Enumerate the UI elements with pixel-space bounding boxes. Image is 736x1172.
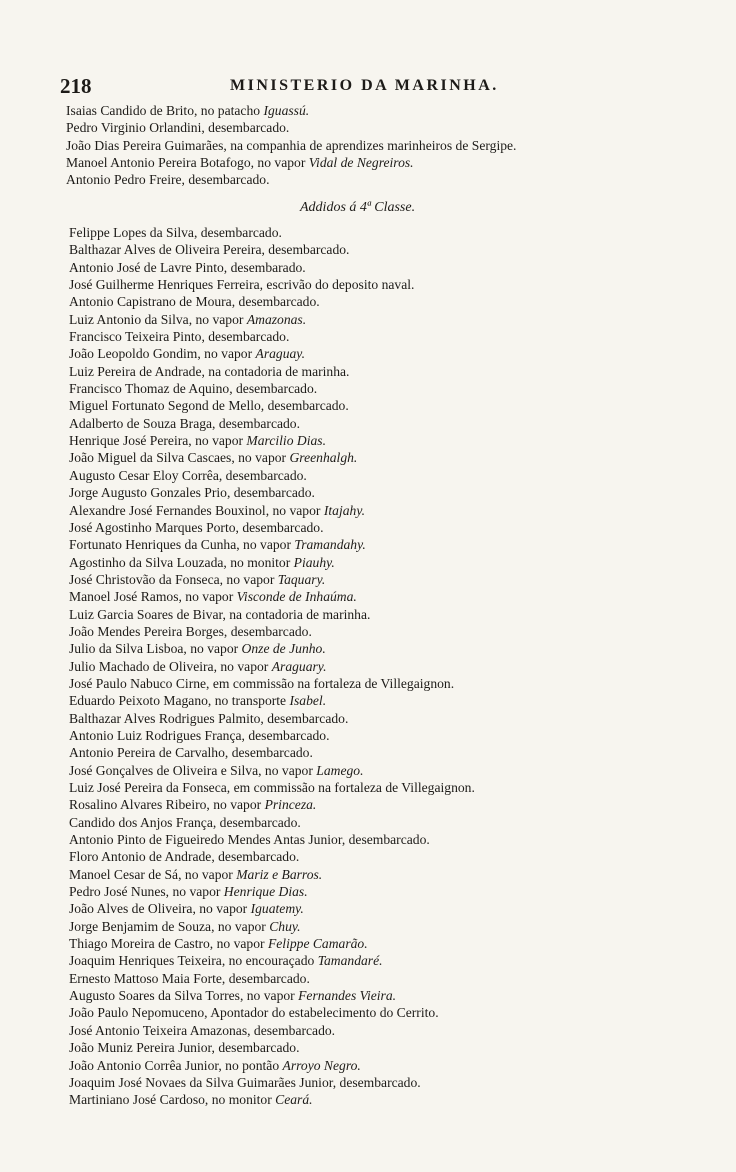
- list-item: [69, 918, 709, 935]
- entry-text: Julio da Silva Lisboa, no vapor: [69, 641, 242, 657]
- entry-text: José Gonçalves de Oliveira e Silva, no vapor: [69, 762, 317, 778]
- list-item: [69, 449, 709, 466]
- entry-text: Pedro José Nunes, no vapor: [69, 884, 224, 900]
- entry-text: Antonio Luiz Rodrigues França, desembarcado.: [69, 727, 330, 743]
- entry-text: Balthazar Alves de Oliveira Pereira, desembarcado.: [69, 242, 350, 258]
- ship-name: Chuy.: [269, 918, 301, 934]
- entry-text: Balthazar Alves Rodrigues Palmito, desembarcado.: [69, 710, 349, 726]
- entry-text: Manoel Cesar de Sá, no vapor: [69, 866, 237, 882]
- entry-text: Thiago Moreira de Castro, no vapor: [69, 936, 268, 952]
- entry-text: Ernesto Mattoso Maia Forte, desembarcado.: [69, 970, 310, 986]
- list-item: [69, 1039, 709, 1056]
- list-item: [69, 675, 709, 692]
- entry-text: Luiz Antonio da Silva, no vapor: [69, 311, 247, 327]
- entry-text: Antonio José de Lavre Pinto, desembarado.: [69, 259, 306, 275]
- ship-name: Mariz e Barros.: [236, 866, 323, 882]
- entry-text: Eduardo Peixoto Magano, no transporte: [69, 693, 290, 709]
- entry-text: Manoel Antonio Pereira Botafogo, no vapor: [66, 155, 309, 171]
- list-item: [66, 154, 706, 171]
- entry-text: João Muniz Pereira Junior, desembarcado.: [69, 1040, 300, 1056]
- entry-text: Luiz Pereira de Andrade, na contadoria de marinha.: [69, 363, 350, 379]
- list-item: [69, 467, 709, 484]
- list-item: [69, 432, 709, 449]
- ship-name: Araguay.: [255, 346, 305, 362]
- ship-name: Vidal de Negreiros.: [308, 155, 414, 171]
- ship-name: Arroyo Negro.: [282, 1057, 361, 1073]
- ship-name: Piauhy.: [293, 554, 335, 570]
- entry-text: Antonio Pinto de Figueiredo Mendes Antas Junior, desembarcado.: [69, 832, 430, 848]
- list-item: [69, 987, 709, 1004]
- entry-text: Francisco Thomaz de Aquino, desembarcado.: [69, 381, 318, 397]
- list-item: [69, 814, 709, 831]
- entry-text: Manoel José Ramos, no vapor: [69, 589, 237, 605]
- ship-name: Iguatemy.: [250, 901, 304, 917]
- list-item: [69, 571, 709, 588]
- entry-text: Jorge Benjamim de Souza, no vapor: [69, 918, 270, 934]
- entry-text: Augusto Soares da Silva Torres, no vapor: [69, 988, 299, 1004]
- list-item: [69, 779, 709, 796]
- list-item: [69, 536, 709, 553]
- entry-text: Augusto Cesar Eloy Corrêa, desembarcado.: [69, 467, 307, 483]
- list-item: [66, 102, 706, 119]
- list-item: [69, 1022, 709, 1039]
- ship-name: Tramandahy.: [294, 537, 366, 553]
- list-item: [69, 293, 709, 310]
- ship-name: Isabel.: [289, 693, 327, 709]
- list-item: [69, 1057, 709, 1074]
- list-item: [69, 1091, 709, 1108]
- list-item: [69, 241, 709, 258]
- ship-name: Taquary.: [277, 571, 326, 587]
- list-item: [66, 137, 706, 154]
- entry-text: José Agostinho Marques Porto, desembarcado.: [69, 519, 324, 535]
- ship-name: Fernandes Vieira.: [298, 988, 397, 1004]
- entry-text: Jorge Augusto Gonzales Prio, desembarcado.: [69, 485, 315, 501]
- entry-text: José Guilherme Henriques Ferreira, escrivão do deposito naval.: [69, 277, 415, 293]
- ship-name: Onze de Junho.: [241, 641, 326, 657]
- ship-name: Greenhalgh.: [289, 450, 358, 466]
- entry-text: Antonio Pereira de Carvalho, desembarcado.: [69, 745, 313, 761]
- entry-text: João Paulo Nepomuceno, Apontador do estabelecimento do Cerrito.: [69, 1005, 439, 1021]
- entry-text: Floro Antonio de Andrade, desembarcado.: [69, 849, 300, 865]
- entry-text: João Leopoldo Gondim, no vapor: [69, 346, 256, 362]
- entry-text: Miguel Fortunato Segond de Mello, desembarcado.: [69, 398, 349, 414]
- list-item: [69, 276, 709, 293]
- list-item: [66, 171, 706, 188]
- entry-list-top: [66, 102, 706, 189]
- list-item: [69, 484, 709, 501]
- list-item: [69, 935, 709, 952]
- entry-text: João Alves de Oliveira, no vapor: [69, 901, 251, 917]
- ship-name: Princeza.: [264, 797, 317, 813]
- ship-name: Visconde de Inhaúma.: [236, 589, 357, 605]
- list-item: [69, 259, 709, 276]
- list-item: [69, 710, 709, 727]
- list-item: [69, 606, 709, 623]
- entry-text: Candido dos Anjos França, desembarcado.: [69, 814, 301, 830]
- list-item: [69, 970, 709, 987]
- section-heading: Addidos á 4ª Classe.: [300, 200, 416, 215]
- entry-list-addidos: [69, 224, 709, 1109]
- entry-text: Isaias Candido de Brito, no patacho: [66, 103, 264, 118]
- entry-text: Luiz Garcia Soares de Bivar, na contadoria de marinha.: [69, 606, 371, 622]
- ship-name: Tamandaré.: [317, 953, 383, 969]
- page-number: 218: [60, 74, 92, 98]
- entry-text: Adalberto de Souza Braga, desembarcado.: [69, 415, 301, 431]
- list-item: [69, 900, 709, 917]
- list-item: [66, 119, 706, 136]
- list-item: [69, 744, 709, 761]
- ship-name: Henrique Dias.: [223, 884, 308, 900]
- list-item: [69, 311, 709, 328]
- list-item: [69, 952, 709, 969]
- page-header: [60, 74, 660, 98]
- list-item: [69, 397, 709, 414]
- entry-text: João Dias Pereira Guimarães, na companhia de aprendizes marinheiros de Sergipe.: [66, 137, 517, 153]
- entry-text: Joaquim Henriques Teixeira, no encouraçado: [69, 953, 318, 969]
- entry-text: Antonio Pedro Freire, desembarcado.: [66, 172, 270, 188]
- list-item: [69, 363, 709, 380]
- list-item: [69, 883, 709, 900]
- entry-text: Alexandre José Fernandes Bouxinol, no vapor: [69, 502, 324, 518]
- ship-name: Amazonas.: [246, 311, 307, 327]
- ship-name: Iguassú.: [263, 103, 310, 118]
- list-item: [69, 1004, 709, 1021]
- list-item: [69, 727, 709, 744]
- list-item: [69, 1074, 709, 1091]
- entry-text: José Christovão da Fonseca, no vapor: [69, 571, 278, 587]
- list-item: [69, 380, 709, 397]
- list-item: [69, 762, 709, 779]
- entry-text: Joaquim José Novaes da Silva Guimarães Junior, desembarcado.: [69, 1074, 421, 1090]
- ship-name: Itajahy.: [323, 502, 365, 518]
- ship-name: Araguary.: [271, 658, 327, 674]
- list-item: [69, 554, 709, 571]
- list-item: [69, 328, 709, 345]
- entry-text: João Antonio Corrêa Junior, no pontão: [69, 1057, 283, 1073]
- entry-text: Antonio Capistrano de Moura, desembarcado.: [69, 294, 320, 310]
- list-item: [69, 831, 709, 848]
- ship-name: Lamego.: [316, 762, 364, 778]
- ship-name: Felippe Camarão.: [267, 936, 368, 952]
- entry-text: Pedro Virginio Orlandini, desembarcado.: [66, 120, 290, 136]
- entry-text: Julio Machado de Oliveira, no vapor: [69, 658, 272, 674]
- list-item: [69, 519, 709, 536]
- list-item: [69, 692, 709, 709]
- list-item: [69, 502, 709, 519]
- entry-text: Martiniano José Cardoso, no monitor: [69, 1092, 276, 1108]
- list-item: [69, 796, 709, 813]
- entry-text: Rosalino Alvares Ribeiro, no vapor: [69, 797, 265, 813]
- ship-name: Marcilio Dias.: [246, 433, 326, 449]
- entry-text: Fortunato Henriques da Cunha, no vapor: [69, 537, 295, 553]
- list-item: [69, 640, 709, 657]
- entry-text: Agostinho da Silva Louzada, no monitor: [69, 554, 294, 570]
- entry-text: João Miguel da Silva Cascaes, no vapor: [69, 450, 290, 466]
- entry-text: Henrique José Pereira, no vapor: [69, 433, 247, 449]
- list-item: [69, 623, 709, 640]
- list-item: [69, 848, 709, 865]
- entry-text: Felippe Lopes da Silva, desembarcado.: [69, 225, 282, 240]
- list-item: [69, 224, 709, 241]
- list-item: [69, 415, 709, 432]
- running-title: MINISTERIO DA MARINHA.: [230, 77, 499, 94]
- entry-text: José Antonio Teixeira Amazonas, desembarcado.: [69, 1022, 336, 1038]
- entry-text: Luiz José Pereira da Fonseca, em commissão na fortaleza de Villegaignon.: [69, 780, 475, 795]
- entry-text: Francisco Teixeira Pinto, desembarcado.: [69, 329, 290, 345]
- ship-name: Ceará.: [275, 1092, 313, 1108]
- list-item: [69, 588, 709, 605]
- list-item: [69, 866, 709, 883]
- list-item: [69, 345, 709, 362]
- list-item: [69, 658, 709, 675]
- entry-text: José Paulo Nabuco Cirne, em commissão na fortaleza de Villegaignon.: [69, 675, 455, 691]
- entry-text: João Mendes Pereira Borges, desembarcado.: [69, 623, 312, 639]
